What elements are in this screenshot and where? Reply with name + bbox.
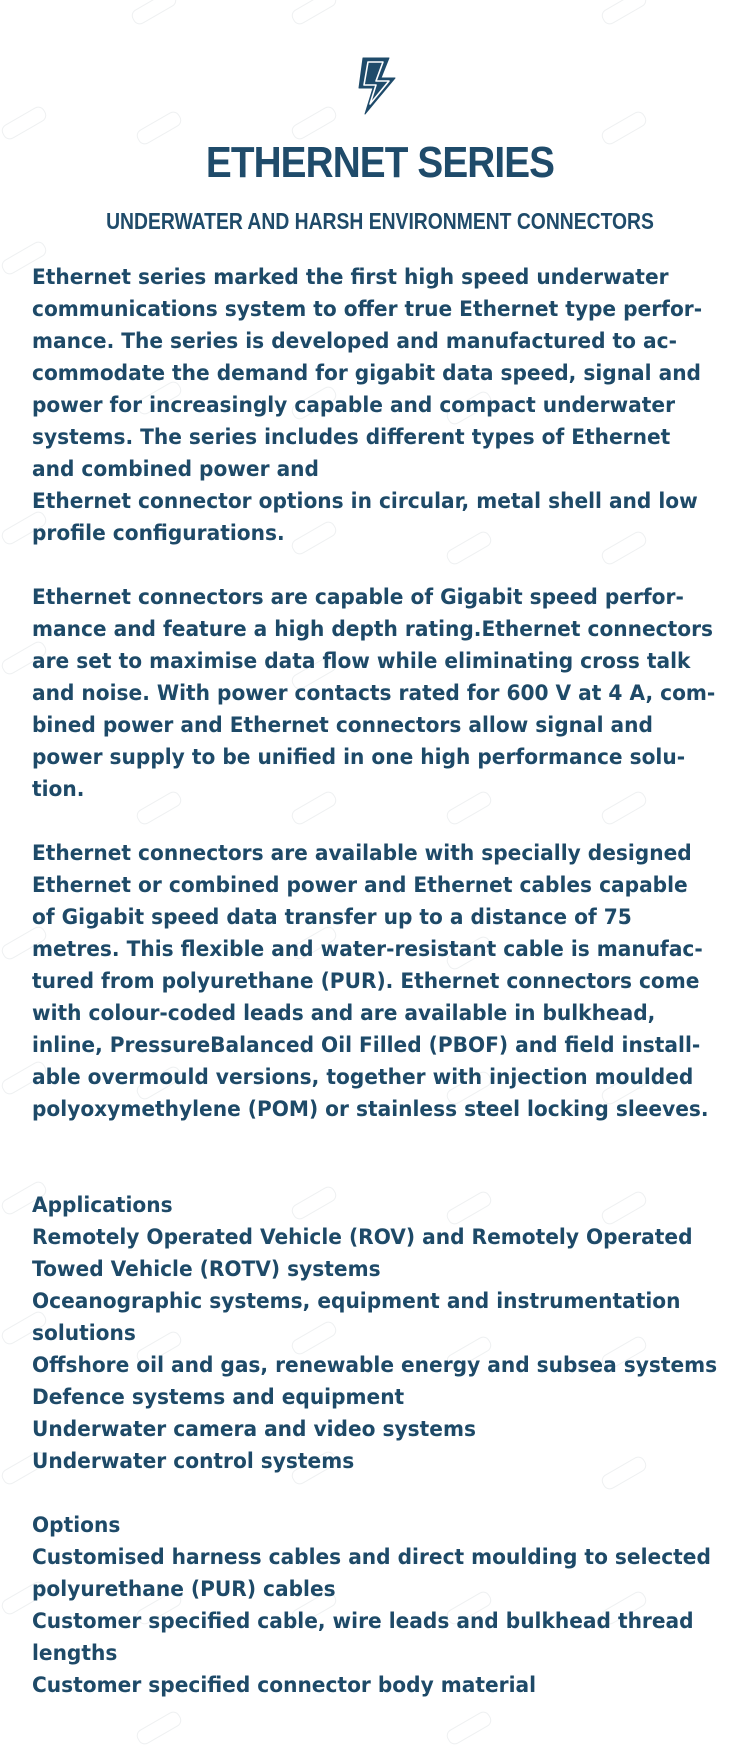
list-item: Underwater control systems bbox=[32, 1449, 355, 1473]
text-line: bined power and Ethernet connectors allow signal and bbox=[32, 713, 653, 737]
page-subtitle: UNDERWATER AND HARSH ENVIRONMENT CONNECTORS bbox=[106, 208, 654, 234]
list-item: polyurethane (PUR) cables bbox=[32, 1577, 336, 1601]
text-line: commodate the demand for gigabit data speed, signal and bbox=[32, 361, 701, 385]
list-item: Customer specified connector body material bbox=[32, 1673, 537, 1697]
text-line: with colour-coded leads and are available in bulkhead, bbox=[32, 1001, 656, 1025]
text-line: and combined power and bbox=[32, 457, 319, 481]
watermark bbox=[289, 0, 339, 27]
text-line: communications system to offer true Ethernet type perfor- bbox=[32, 297, 703, 321]
list-item: Customer specified cable, wire leads and bulkhead thread bbox=[32, 1609, 694, 1633]
text-line: tion. bbox=[32, 777, 85, 801]
applications-heading: Applications bbox=[32, 1193, 173, 1217]
list-item: Remotely Operated Vehicle (ROV) and Remotely Operated bbox=[32, 1225, 693, 1249]
text-line: profile configurations. bbox=[32, 521, 285, 545]
paragraph-intro bbox=[32, 261, 733, 549]
watermark bbox=[129, 0, 179, 27]
options-heading: Options bbox=[32, 1513, 121, 1537]
text-line: Ethernet series marked the first high speed underwater bbox=[32, 265, 669, 289]
text-line: able overmould versions, together with injection moulded bbox=[32, 1065, 694, 1089]
text-line: Ethernet connector options in circular, metal shell and low bbox=[32, 489, 698, 513]
text-line: tured from polyurethane (PUR). Ethernet connectors come bbox=[32, 969, 700, 993]
text-line: of Gigabit speed data transfer up to a distance of 75 bbox=[32, 905, 632, 929]
watermark bbox=[444, 1709, 494, 1747]
watermark bbox=[599, 0, 649, 27]
options-section bbox=[32, 1509, 733, 1701]
text-line: systems. The series includes different types of Ethernet bbox=[32, 425, 671, 449]
text-line: Ethernet connectors are capable of Gigabit speed perfor- bbox=[32, 585, 684, 609]
text-line: power for increasingly capable and compact underwater bbox=[32, 393, 676, 417]
lightning-bolt-icon bbox=[351, 56, 399, 116]
text-line: metres. This flexible and water-resistant cable is manufac- bbox=[32, 937, 703, 961]
text-line: are set to maximise data flow while eliminating cross talk bbox=[32, 649, 691, 673]
list-item: Defence systems and equipment bbox=[32, 1385, 405, 1409]
list-item: Customised harness cables and direct moulding to selected bbox=[32, 1545, 711, 1569]
applications-section bbox=[32, 1189, 733, 1477]
text-line: inline, PressureBalanced Oil Filled (PBOF) and field install- bbox=[32, 1033, 701, 1057]
list-item: Offshore oil and gas, renewable energy and subsea systems bbox=[32, 1353, 718, 1377]
text-line: mance and feature a high depth rating.Ethernet connectors bbox=[32, 617, 714, 641]
text-line: Ethernet connectors are available with specially designed bbox=[32, 841, 692, 865]
list-item: Towed Vehicle (ROTV) systems bbox=[32, 1257, 381, 1281]
watermark bbox=[289, 104, 339, 142]
paragraph-performance bbox=[32, 581, 733, 805]
list-item: lengths bbox=[32, 1641, 118, 1665]
watermark bbox=[0, 104, 49, 142]
list-item: solutions bbox=[32, 1321, 136, 1345]
text-line: Ethernet or combined power and Ethernet cables capable bbox=[32, 873, 688, 897]
body-text bbox=[32, 261, 737, 1701]
watermark bbox=[134, 1709, 184, 1747]
page-title: ETHERNET SERIES bbox=[205, 138, 555, 187]
list-item: Oceanographic systems, equipment and instrumentation bbox=[32, 1289, 681, 1313]
list-item: Underwater camera and video systems bbox=[32, 1417, 476, 1441]
text-line: and noise. With power contacts rated for 600 V at 4 A, com- bbox=[32, 681, 716, 705]
text-line: power supply to be unified in one high performance solu- bbox=[32, 745, 686, 769]
paragraph-cables bbox=[32, 837, 733, 1125]
text-line: polyoxymethylene (POM) or stainless steel locking sleeves. bbox=[32, 1097, 709, 1121]
text-line: mance. The series is developed and manufactured to ac- bbox=[32, 329, 677, 353]
